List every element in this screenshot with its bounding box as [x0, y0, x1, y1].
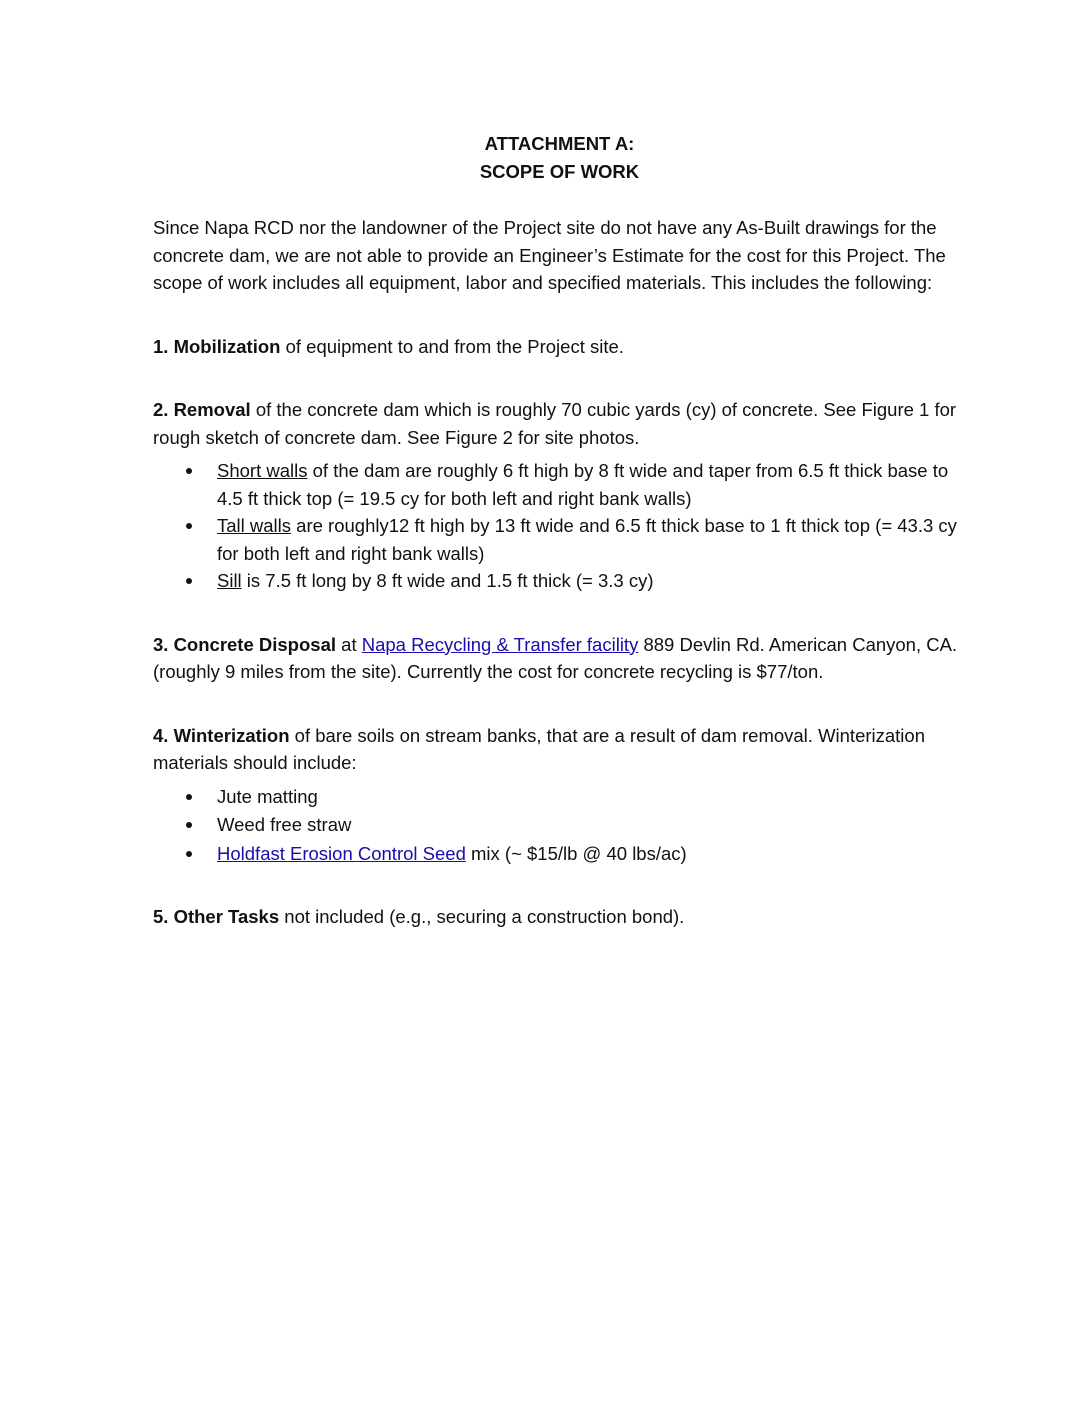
bullet-icon	[186, 523, 192, 529]
winterization-bullet-list	[153, 783, 973, 868]
bullet-label: Short walls	[217, 460, 308, 481]
recycling-facility-link[interactable]: Napa Recycling & Transfer facility	[361, 633, 639, 655]
bullet-label: Sill	[217, 570, 242, 591]
item-pre-text: at	[336, 633, 362, 655]
item-heading: 3. Concrete Disposal	[153, 633, 337, 655]
item-text: not included (e.g., securing a construction bond).	[279, 906, 685, 927]
scope-item-winterization	[153, 722, 973, 868]
item-text: 889 Devlin Rd. American Canyon, CA. (roughly 9 miles from the site). Currently the cost for concrete recycling is $77/ton.	[153, 633, 958, 682]
bullet-icon	[186, 578, 192, 584]
bullet-text: Weed free straw	[217, 814, 352, 835]
document-page	[153, 130, 973, 931]
bullet-text: is 7.5 ft long by 8 ft wide and 1.5 ft thick (= 3.3 cy)	[241, 570, 654, 591]
bullet-label: Tall walls	[217, 515, 292, 536]
erosion-control-seed-link[interactable]: Holdfast Erosion Control Seed	[217, 842, 466, 864]
bullet-icon	[186, 822, 192, 828]
item-heading: 2. Removal	[153, 399, 251, 420]
scope-item-other-tasks	[153, 903, 973, 931]
bullet-icon	[186, 468, 192, 474]
list-item	[153, 512, 973, 567]
list-item	[153, 840, 973, 868]
item-text: of bare soils on stream banks, that are a result of dam removal. Winterization materials should include:	[153, 724, 925, 773]
bullet-text: Jute matting	[217, 785, 318, 807]
scope-item-concrete-disposal	[153, 631, 973, 686]
removal-bullet-list	[153, 457, 973, 595]
item-heading: 1. Mobilization	[153, 335, 281, 357]
intro-paragraph: Since Napa RCD nor the landowner of the Project site do not have any As-Built drawings for the concrete dam, we are not able to provide an Engineer’s Estimate for the cost for this Project. The scope of work includes all equipment, labor and specified materials. This includes the following:	[153, 217, 946, 293]
document-title	[146, 130, 973, 186]
scope-item-mobilization	[153, 333, 973, 361]
list-item	[153, 567, 973, 595]
item-heading: 5. Other Tasks	[153, 906, 280, 927]
item-heading: 4. Winterization	[153, 724, 290, 746]
title-line-2: SCOPE OF WORK	[479, 161, 640, 182]
scope-item-removal	[153, 396, 973, 595]
bullet-icon	[186, 794, 192, 800]
item-text: of the concrete dam which is roughly 70 cubic yards (cy) of concrete. See Figure 1 for rough sketch of concrete dam. See Figure 2 for site photos.	[153, 399, 957, 448]
list-item	[153, 811, 973, 839]
list-item	[153, 783, 973, 811]
list-item	[153, 457, 973, 512]
item-text: of equipment to and from the Project site.	[280, 335, 624, 357]
bullet-text: mix (~ $15/lb @ 40 lbs/ac)	[465, 842, 687, 864]
bullet-text: are roughly12 ft high by 13 ft wide and 6.5 ft thick base to 1 ft thick top (= 43.3 cy for both left and right bank walls)	[217, 515, 957, 564]
title-line-1: ATTACHMENT A:	[484, 133, 635, 154]
bullet-icon	[186, 851, 192, 857]
bullet-text: of the dam are roughly 6 ft high by 8 ft wide and taper from 6.5 ft thick base to 4.5 ft thick top (= 19.5 cy for both left and right bank walls)	[217, 460, 949, 509]
